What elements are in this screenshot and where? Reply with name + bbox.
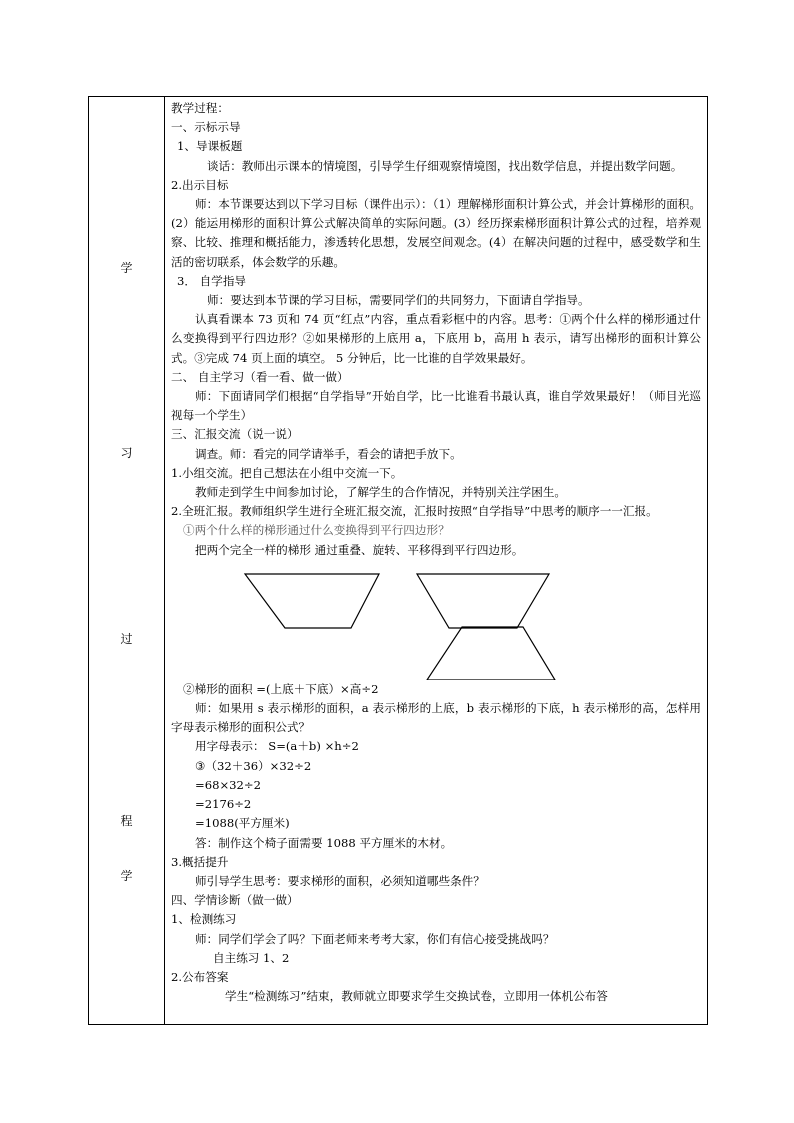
section-heading: 一、示标示导 [171,120,241,135]
section-heading: 四、学情诊断（做一做） [171,893,299,908]
subsection-heading: 1.小组交流。把自己想法在小组中交流一下。 [171,465,403,480]
subsection-heading: 2.公布答案 [171,969,229,984]
side-label-char: 程 [120,814,133,828]
paragraph: 教师走到学生中间参加讨论，了解学生的合作情况，并特别关注学困生。 [195,485,567,500]
section-heading: 教学过程： [171,101,229,115]
paragraph: 认真看课本 73 页和 74 页“红点”内容，重点看彩框中的内容。思考：①两个什么样的梯形通过什么变换得到平行四边形？②如果梯形的上底用 a，下底用 b，高用 h 表示，请写出梯形的面积计算公式。③完成 74 页上面的填空。 5 分钟后，比一比谁的自学效果最好。 [171,312,701,365]
paragraph: 师：下面请同学们根据“自学指导”开始自学，比一比谁看书最认真，谁自学效果最好！（师目光巡视每一个学生） [171,389,701,423]
column-divider [164,97,165,1024]
side-label-char: 习 [120,446,133,460]
calculation: ③（32＋36）×32÷2 [195,758,312,773]
single-trapezoid [245,574,379,628]
paragraph: 师：同学们学会了吗？下面老师来考考大家，你们有信心接受挑战吗？ [195,931,555,946]
paragraph: 师：要达到本节课的学习目标，需要同学们的共同努力，下面请自学指导。 [207,293,590,308]
calculation: =1088(平方厘米) [195,816,290,831]
paragraph: 2.全班汇报。教师组织学生进行全班汇报交流，汇报时按照“自学指导”中思考的顺序一一汇报。 [171,504,658,519]
paragraph: 师：如果用 s 表示梯形的面积，a 表示梯形的上底，b 表示梯形的下底，h 表示梯形的高，怎样用字母表示梯形的面积公式？ [171,701,701,735]
calculation: =68×32÷2 [195,777,262,792]
side-label-char: 过 [120,632,133,646]
subsection-heading: 3． 自学指导 [177,273,247,288]
trapezoid-figure [171,560,701,680]
paragraph: 把两个完全一样的梯形 通过重叠、旋转、平移得到平行四边形。 [195,542,524,557]
section-heading: 二、 自主学习（看一看、做一做） [171,369,349,384]
section-heading: 三、汇报交流（说一说） [171,427,299,442]
subsection-heading: 3.概括提升 [171,854,229,869]
subsection-heading: 1、检测练习 [171,912,237,927]
formula: ②梯形的面积 =(上底＋下底）×高÷2 [183,681,379,696]
lesson-content [171,99,701,1006]
trapezoid-bottom [427,627,555,680]
trapezoid-top [417,574,549,628]
lesson-table [88,96,708,1025]
exercise: 自主练习 1、2 [213,950,290,965]
side-label-char: 学 [120,261,133,275]
paragraph: 谈话：教师出示课本的情境图，引导学生仔细观察情境图，找出数学信息，并提出数学问题。 [207,158,683,173]
side-label-char: 学 [120,869,133,883]
paragraph: 学生“检测练习”结束，教师就立即要求学生交换试卷，立即用一体机公布答 [225,989,608,1004]
calculation: =2176÷2 [195,797,252,812]
trapezoid-diagram [171,560,701,680]
answer: 答：制作这个椅子面需要 1088 平方厘米的木材。 [195,835,453,850]
subsection-heading: 1、导课板题 [177,139,243,154]
paragraph: 师：本节课要达到以下学习目标（课件出示）：（1）理解梯形面积计算公式，并会计算梯形的面积。(2）能运用梯形的面积计算公式解决简单的实际问题。(3）经历探索梯形面积计算公式的过程，培养观察、比较、推理和概括能力，渗透转化思想，发展空间观念。(4）在解决问题的过程中，感受数学和生活的密切联系，体会数学的乐趣。 [171,197,701,269]
formula: 用字母表示： S=(a＋b) ×h÷2 [195,739,359,754]
subsection-heading: 2.出示目标 [171,177,229,192]
paragraph: 调查。师：看完的同学请举手，看会的请把手放下。 [195,446,462,461]
paragraph: 师引导学生思考：要求梯形的面积，必须知道哪些条件？ [195,873,485,888]
question: ①两个什么样的梯形通过什么变换得到平行四边形？ [183,523,450,538]
